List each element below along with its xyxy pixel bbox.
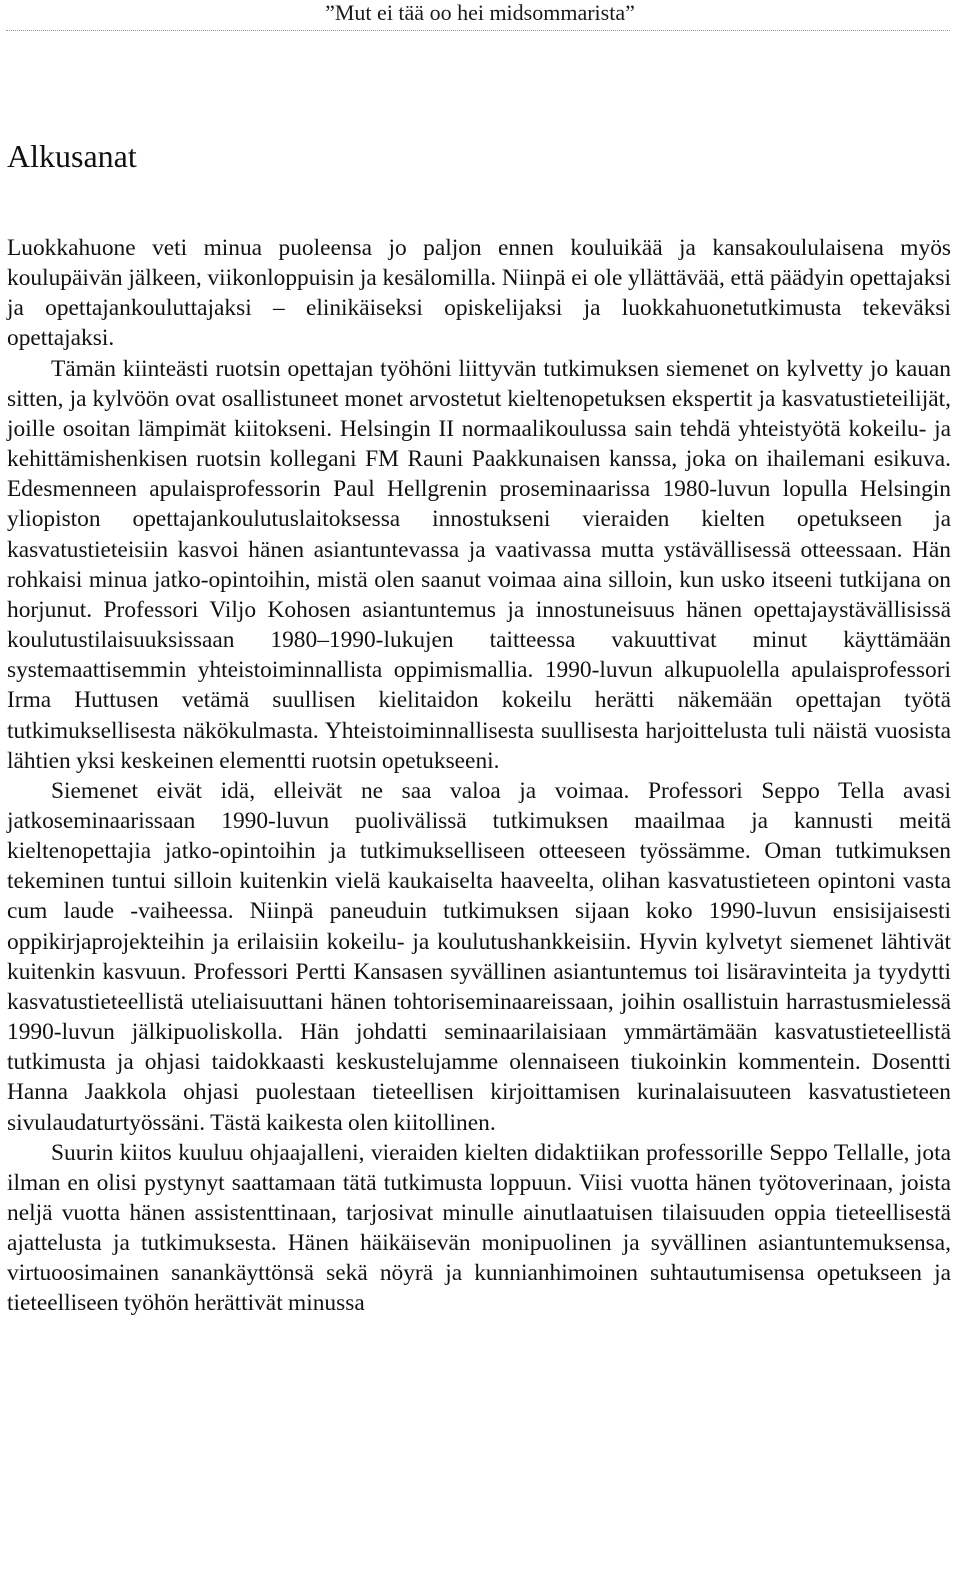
running-header: ”Mut ei tää oo hei midsommarista”	[325, 0, 635, 25]
paragraph-2: Tämän kiinteästi ruotsin opettajan työhöni liittyvän tutkimuksen siemenet on kylvetty jo kauan sitten, ja kylvöön ovat osallistuneet monet arvostetut kieltenopetuksen ekspertit ja kasvatustieteilijät, joille osoitan lämpimät kiitokseni. Helsingin II normaalikoulussa sain tehdä yhteistyötä kokeilu- ja kehittämishenkisen ruotsin kollegani FM Rauni Paakkunaisen kanssa, joka on ihailemani esikuva. Edesmenneen apulaisprofessorin Paul Hellgrenin proseminaarissa 1980-luvun lopulla Helsingin yliopiston opettajankoulutuslaitoksessa innostukseni vieraiden kielten opetukseen ja kasvatustieteisiin kasvoi hänen asiantuntevassa ja vaativassa mutta ystävällisessä otteessaan. Hän rohkaisi minua jatko-opintoihin, mistä olen saanut voimaa aina silloin, kun usko itseeni tutkijana on horjunut. Professori Viljo Kohosen asiantuntemus ja innostuneisuus hänen opettajaystävällisissä koulutustilaisuuksissaan 1980–1990-lukujen taitteessa vakuuttivat minut käyttämään systemaattisemmin yhteistoiminnallista oppimismallia. 1990-luvun alkupuolella apulaisprofessori Irma Huttusen vetämä suullisen kielitaidon kokeilu herätti näkemään opettajan työtä tutkimuksellisesta näkökulmasta. Yhteistoiminnallisesta suullisesta harjoittelusta tuli näistä vuosista lähtien yksi keskeinen elementti ruotsin opetukseeni.	[7, 355, 951, 774]
chapter-title: Alkusanat	[7, 138, 137, 174]
paragraph-4: Suurin kiitos kuuluu ohjaajalleni, vieraiden kielten didaktiikan professorille Seppo Tellalle, jota ilman en olisi pystynyt saattamaan tätä tutkimusta loppuun. Viisi vuotta hänen työtoverinaan, joista neljä vuotta hänen assistenttinaan, tarjosivat minulle ainutlaatuisen tilaisuuden oppia tieteellisestä ajattelusta ja tutkimuksesta. Hänen häikäisevän monipuolinen ja syvällinen asiantuntemuksensa, virtuoosimainen sanankäyttönsä sekä nöyrä ja kunnianhimoinen suhtautumisensa opetukseen ja tieteelliseen työhön herättivät minussa	[7, 1139, 951, 1317]
paragraph-3: Siemenet eivät idä, elleivät ne saa valoa ja voimaa. Professori Seppo Tella avasi jatkoseminaarissaan 1990-luvun puolivälissä tutkimuksen maailmaa ja kannusti meitä kieltenopettajia jatko-opintoihin ja tutkimukselliseen otteeseen työssämme. Oman tutkimuksen tekeminen tuntui silloin kuitenkin vielä kaukaiselta haaveelta, olihan kasvatustieteen opintoni vasta cum laude -vaiheessa. Niinpä paneuduin tutkimuksen sijaan koko 1990-luvun ensisijaisesti oppikirjaprojekteihin ja erilaisiin kokeilu- ja koulutushankkeisiin. Hyvin kylvetyt siemenet lähtivät kuitenkin kasvuun. Professori Pertti Kansasen syvällinen asiantuntemus toi lisäravinteita ja tyydytti kasvatustieteellistä uteliaisuuttani hänen tohtoriseminaareissaan, joihin osallistuin harrastusmielessä 1990-luvun jälkipuoliskolla. Hän johdatti seminaarilaisiaan ymmärtämään kasvatustieteellistä tutkimusta ja ohjasi taidokkaasti keskustelujamme olennaiseen tiukoinkin kommentein. Dosentti Hanna Jaakkola ohjasi puolestaan tieteellisen kirjoittamisen kurinalaisuuteen kasvatustieteen sivulaudaturtyössäni. Tästä kaikesta olen kiitollinen.	[7, 777, 951, 1136]
paragraph-1: Luokkahuone veti minua puoleensa jo paljon ennen kouluikää ja kansakoululaisena myös koulupäivän jälkeen, viikonloppuisin ja kesälomilla. Niinpä ei ole yllättävää, että päädyin opettajaksi ja opettajankouluttajaksi – elinikäiseksi opiskelijaksi ja luokkahuonetutkimusta tekeväksi opettajaksi.	[7, 235, 951, 352]
body-text	[7, 233, 951, 1319]
header-divider	[6, 30, 950, 31]
